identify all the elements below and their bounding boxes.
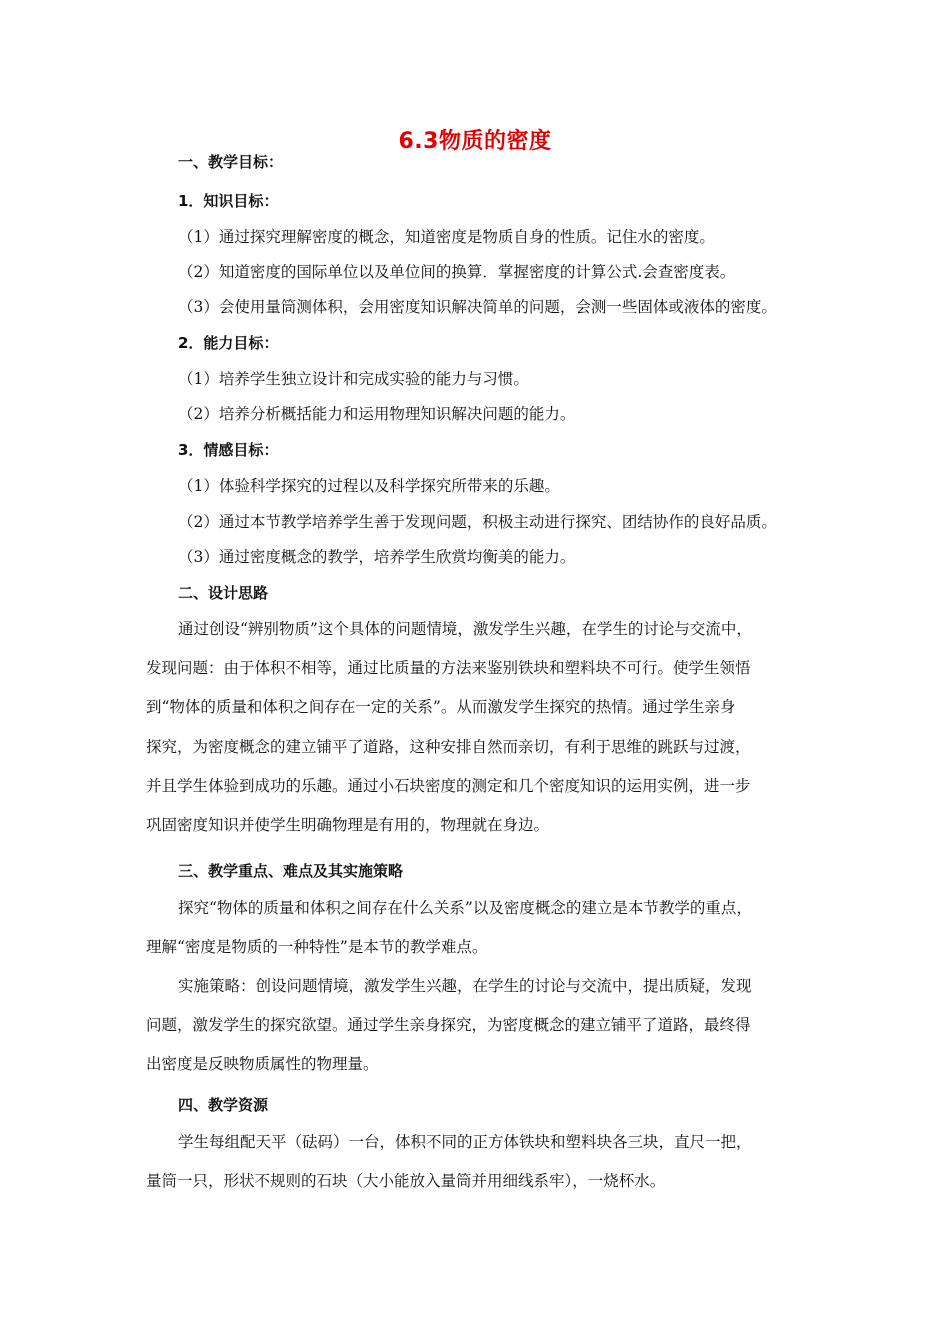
document-title: 6.3物质的密度 bbox=[398, 129, 552, 154]
section-heading-focus: 三、教学重点、难点及其实施策略 bbox=[178, 862, 404, 880]
subheading-emotion: 3．情感目标： bbox=[178, 441, 279, 459]
ability-item-2: （2）培养分析概括能力和运用物理知识解决问题的能力。 bbox=[178, 405, 576, 423]
section-heading-resources: 四、教学资源 bbox=[178, 1096, 269, 1114]
strategy-line-1: 实施策略：创设问题情境，激发学生兴趣，在学生的讨论与交流中，提出质疑，发现 bbox=[178, 977, 752, 995]
design-line-5: 并且学生体验到成功的乐趣。通过小石块密度的测定和几个密度知识的运用实例，进一步 bbox=[146, 777, 751, 795]
strategy-line-2: 问题，激发学生的探究欲望。通过学生亲身探究，为密度概念的建立铺平了道路，最终得 bbox=[146, 1016, 751, 1034]
subheading-ability: 2．能力目标： bbox=[178, 334, 279, 352]
emotion-item-3: （3）通过密度概念的教学，培养学生欣赏均衡美的能力。 bbox=[178, 548, 576, 566]
resources-line-2: 量筒一只，形状不规则的石块（大小能放入量筒并用细线系牢），一烧杯水。 bbox=[146, 1172, 666, 1190]
design-line-3: 到“物体的质量和体积之间存在一定的关系”。从而激发学生探究的热情。通过学生亲身 bbox=[146, 698, 736, 716]
emotion-item-1: （1）体验科学探究的过程以及科学探究所带来的乐趣。 bbox=[178, 477, 560, 495]
design-line-1: 通过创设“辨别物质”这个具体的问题情境，激发学生兴趣，在学生的讨论与交流中， bbox=[178, 620, 752, 638]
ability-item-1: （1）培养学生独立设计和完成实验的能力与习惯。 bbox=[178, 370, 529, 388]
design-line-4: 探究，为密度概念的建立铺平了道路，这种安排自然而亲切，有利于思维的跳跃与过渡， bbox=[146, 738, 751, 756]
knowledge-item-1: （1）通过探究理解密度的概念，知道密度是物质自身的性质。记住水的密度。 bbox=[178, 228, 715, 246]
design-line-2: 发现问题：由于体积不相等，通过比质量的方法来鉴别铁块和塑料块不可行。使学生领悟 bbox=[146, 659, 751, 677]
emotion-item-2: （2）通过本节教学培养学生善于发现问题，积极主动进行探究、团结协作的良好品质。 bbox=[178, 513, 777, 531]
knowledge-item-2: （2）知道密度的国际单位以及单位间的换算．掌握密度的计算公式.会查密度表。 bbox=[178, 263, 736, 281]
knowledge-item-3: （3）会使用量筒测体积，会用密度知识解决简单的问题，会测一些固体或液体的密度。 bbox=[178, 298, 777, 316]
section-heading-objectives: 一、教学目标： bbox=[178, 153, 284, 171]
design-line-6: 巩固密度知识并使学生明确物理是有用的，物理就在身边。 bbox=[146, 816, 550, 834]
focus-line-1: 探究“物体的质量和体积之间存在什么关系”以及密度概念的建立是本节教学的重点， bbox=[178, 899, 752, 917]
strategy-line-3: 出密度是反映物质属性的物理量。 bbox=[146, 1055, 379, 1073]
subheading-knowledge: 1．知识目标： bbox=[178, 192, 279, 210]
resources-line-1: 学生每组配天平（砝码）一台，体积不同的正方体铁块和塑料块各三块，直尺一把， bbox=[178, 1133, 752, 1151]
section-heading-design: 二、设计思路 bbox=[178, 584, 269, 602]
focus-line-2: 理解“密度是物质的一种特性”是本节的教学难点。 bbox=[146, 938, 488, 956]
